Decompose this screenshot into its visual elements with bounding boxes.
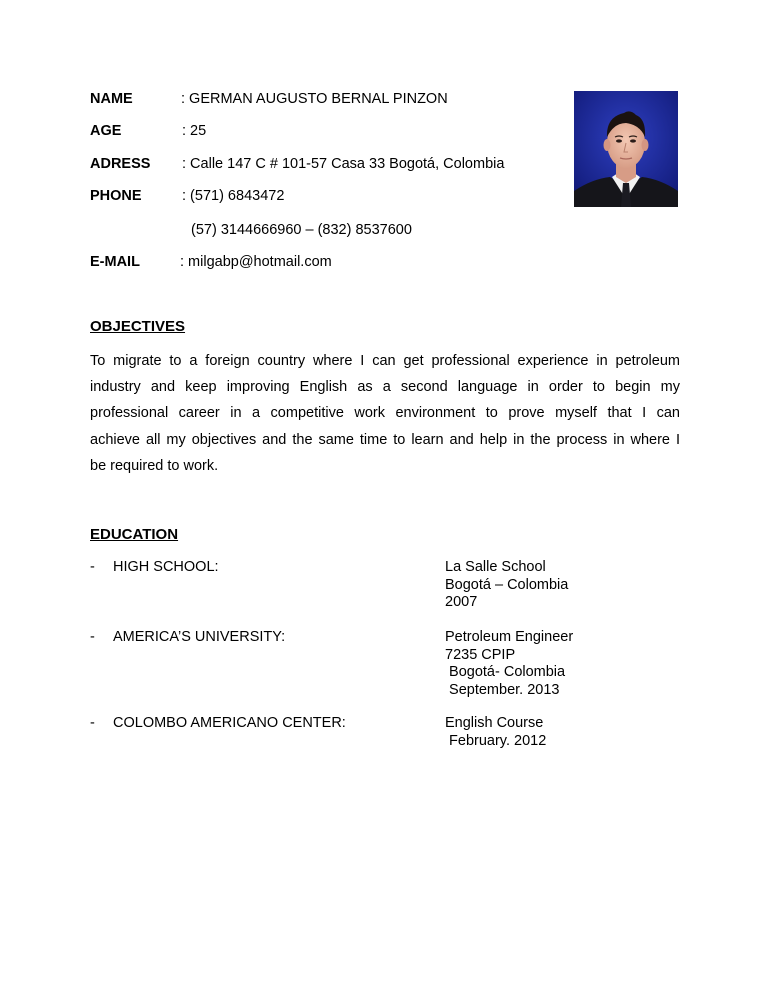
- age-value: : 25: [182, 123, 207, 139]
- education-title: HIGH SCHOOL:: [113, 559, 219, 575]
- education-detail: Bogotá- Colombia: [445, 664, 566, 680]
- education-detail: 2007: [445, 594, 478, 610]
- objectives-line: To migrate to a foreign country where I can get professional experience in petroleum: [90, 353, 680, 369]
- phone-value-secondary: (57) 3144666960 – (832) 8537600: [191, 222, 412, 238]
- portrait-photo: [574, 91, 678, 207]
- email-value: : milgabp@hotmail.com: [180, 254, 332, 270]
- phone-label: PHONE: [90, 188, 142, 204]
- education-detail: Petroleum Engineer: [445, 629, 574, 645]
- education-heading: EDUCATION: [90, 526, 179, 543]
- education-detail: Bogotá – Colombia: [445, 576, 569, 593]
- objectives-paragraph: [90, 348, 680, 479]
- name-value: : GERMAN AUGUSTO BERNAL PINZON: [181, 91, 448, 107]
- education-bullet: -: [90, 629, 95, 645]
- education-detail: La Salle School: [445, 559, 546, 575]
- address-value: : Calle 147 C # 101-57 Casa 33 Bogotá, Colombia: [182, 156, 505, 172]
- education-bullet: -: [90, 715, 95, 731]
- phone-value: : (571) 6843472: [182, 188, 285, 204]
- objectives-line: achieve all my objectives and the same time to learn and help in the process in where I: [90, 431, 680, 448]
- objectives-heading: OBJECTIVES: [90, 318, 186, 335]
- objectives-line: professional career in a competitive work environment to prove myself that I can: [90, 405, 680, 422]
- education-title: COLOMBO AMERICANO CENTER:: [113, 715, 346, 731]
- education-title: AMERICA’S UNIVERSITY:: [113, 629, 286, 645]
- education-bullet: -: [90, 559, 95, 575]
- education-detail: February. 2012: [445, 732, 547, 749]
- education-detail: English Course: [445, 715, 544, 731]
- education-detail: 7235 CPIP: [445, 646, 516, 663]
- address-label: ADRESS: [90, 156, 151, 172]
- email-label: E-MAIL: [90, 254, 140, 270]
- age-label: AGE: [90, 123, 122, 139]
- objectives-line: industry and keep improving English as a second language in order to begin my: [90, 379, 680, 396]
- education-detail: September. 2013: [445, 681, 560, 698]
- objectives-line: be required to work.: [90, 457, 219, 474]
- name-label: NAME: [90, 91, 133, 107]
